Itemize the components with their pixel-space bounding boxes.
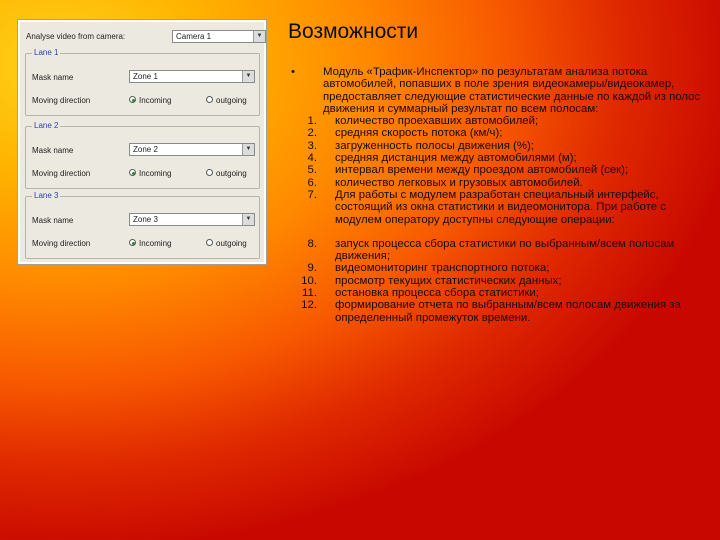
lane-1-group bbox=[25, 48, 260, 116]
list-item-text: интервал времени между проездом автомобилей (сек); bbox=[335, 164, 629, 177]
list-item-number: 6. bbox=[307, 176, 317, 189]
lane-2-mask-label: Mask name bbox=[32, 146, 74, 155]
list-item-number: 9. bbox=[307, 262, 317, 275]
list-item-text: формирование отчета по выбранным/всем полосам движения за определенный промежуток времени. bbox=[335, 299, 681, 324]
lane-2-mask-select[interactable] bbox=[129, 143, 255, 156]
lane-2-outgoing-label: outgoing bbox=[216, 169, 247, 178]
list-item-text: средняя скорость потока (км/ч); bbox=[335, 127, 503, 140]
lane-3-direction-label: Moving direction bbox=[32, 239, 91, 248]
list-item-text: запуск процесса сбора статистики по выбранным/всем полосам движения; bbox=[335, 237, 675, 263]
list-item-number: 11. bbox=[302, 287, 317, 300]
list-item-text: загруженность полосы движения (%); bbox=[335, 139, 534, 152]
chevron-down-icon[interactable]: ▼ bbox=[253, 31, 265, 42]
spacer bbox=[291, 226, 707, 238]
lane-3-incoming-radio[interactable] bbox=[129, 239, 136, 246]
lane-1-mask-select[interactable] bbox=[129, 70, 255, 83]
lane-1-outgoing-radio[interactable] bbox=[206, 96, 213, 103]
chevron-down-icon[interactable]: ▼ bbox=[242, 71, 254, 82]
lane-1-title: Lane 1 bbox=[34, 48, 59, 57]
chevron-down-icon[interactable]: ▼ bbox=[242, 144, 254, 155]
list-item-number: 10. bbox=[301, 274, 317, 287]
slide-content bbox=[291, 66, 707, 324]
list-item bbox=[291, 275, 707, 287]
list-item-number: 5. bbox=[307, 164, 317, 177]
lane-3-group bbox=[25, 191, 260, 259]
list-item bbox=[291, 152, 707, 164]
list-item-number: 4. bbox=[307, 152, 317, 165]
lane-3-mask-label: Mask name bbox=[32, 216, 74, 225]
lane-2-title: Lane 2 bbox=[34, 121, 59, 130]
list-item-text: видеомониторинг транспортного потока; bbox=[335, 262, 550, 275]
list-item-text: средняя дистанция между автомобилями (м); bbox=[335, 152, 577, 165]
camera-row bbox=[26, 30, 263, 44]
list-item bbox=[291, 238, 707, 263]
lane-2-direction-label: Moving direction bbox=[32, 169, 91, 178]
camera-select[interactable] bbox=[172, 30, 266, 43]
list-item-text: количество легковых и грузовых автомобилей. bbox=[335, 176, 583, 189]
lane-1-incoming-label: Incoming bbox=[139, 96, 172, 105]
lane-1-outgoing-label: outgoing bbox=[216, 96, 247, 105]
lane-1-direction-label: Moving direction bbox=[32, 96, 91, 105]
lane-1-incoming-radio[interactable] bbox=[129, 96, 136, 103]
list-item-text: Для работы с модулем разработан специальный интерфейс, состоящий из окна статистики и видеомониторa. При работе с модулем оператору доступны следующие операции: bbox=[335, 188, 666, 226]
list-item bbox=[291, 299, 707, 324]
list-item-number: 8. bbox=[307, 237, 317, 250]
lane-2-outgoing-radio[interactable] bbox=[206, 169, 213, 176]
list-item-text: количество проехавших автомобилей; bbox=[335, 115, 539, 128]
list-item-number: 2. bbox=[307, 127, 317, 140]
list-item-number: 1. bbox=[307, 115, 317, 128]
list-item-number: 7. bbox=[307, 188, 317, 201]
slide-title: Возможности bbox=[288, 20, 419, 43]
list-item-text: остановка процесса сбора статистики; bbox=[335, 287, 539, 300]
lane-2-group bbox=[25, 121, 260, 189]
chevron-down-icon[interactable]: ▼ bbox=[242, 214, 254, 225]
intro-text: Модуль «Трафик-Инспектор» по результатам анализа потока автомобилей, попавших в поле зрения видеокамеры/видеокамер, предоставляет следующие статистические данные по каждой из полос движения и суммарный результат по всем полосам: bbox=[323, 66, 701, 115]
lane-2-incoming-radio[interactable] bbox=[129, 169, 136, 176]
lane-3-title: Lane 3 bbox=[34, 191, 59, 200]
list-item-text: просмотр текущих статистических данных; bbox=[335, 274, 562, 287]
camera-label: Analyse video from camera: bbox=[26, 32, 126, 41]
list-item bbox=[291, 127, 707, 139]
lane-2-incoming-label: Incoming bbox=[139, 169, 172, 178]
lane-3-incoming-label: Incoming bbox=[139, 239, 172, 248]
list-item bbox=[291, 177, 707, 189]
lane-settings-window bbox=[17, 19, 267, 265]
list-item bbox=[291, 189, 707, 226]
list-item bbox=[291, 262, 707, 274]
lane-3-mask-value: Zone 3 bbox=[133, 215, 158, 224]
intro-paragraph bbox=[291, 66, 707, 115]
lane-1-mask-value: Zone 1 bbox=[133, 72, 158, 81]
bullet-icon: • bbox=[291, 66, 295, 78]
list-item-number: 3. bbox=[307, 139, 317, 152]
lane-2-mask-value: Zone 2 bbox=[133, 145, 158, 154]
lane-3-outgoing-label: outgoing bbox=[216, 239, 247, 248]
list-item-number: 12. bbox=[301, 299, 317, 312]
list-item bbox=[291, 140, 707, 152]
list-item bbox=[291, 287, 707, 299]
camera-select-value: Camera 1 bbox=[176, 32, 212, 41]
lane-3-mask-select[interactable] bbox=[129, 213, 255, 226]
lane-3-outgoing-radio[interactable] bbox=[206, 239, 213, 246]
lane-1-mask-label: Mask name bbox=[32, 73, 74, 82]
list-item bbox=[291, 164, 707, 176]
list-item bbox=[291, 115, 707, 127]
